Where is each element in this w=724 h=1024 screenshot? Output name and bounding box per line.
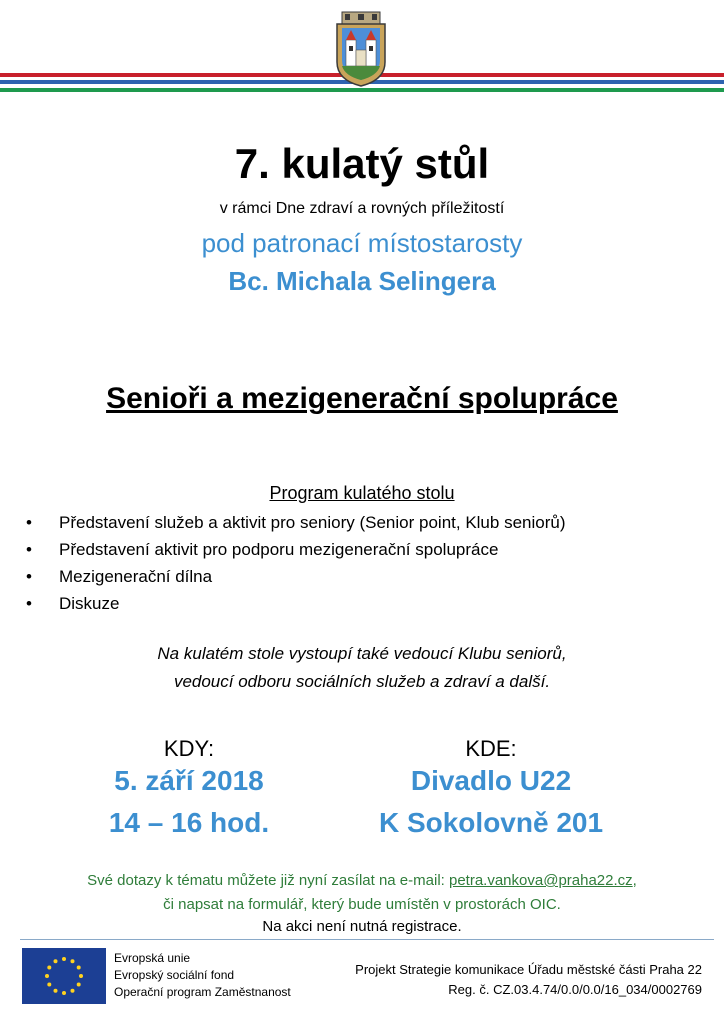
- event-date: 5. září 2018: [114, 765, 264, 796]
- registration-note: Na akci není nutná registrace.: [262, 918, 462, 935]
- event-time: 14 – 16 hod.: [108, 807, 270, 838]
- program-item: • Diskuze: [26, 594, 120, 613]
- stripe-green: [0, 88, 724, 92]
- when-label: KDY:: [163, 736, 215, 761]
- bullet-icon: •: [26, 540, 32, 559]
- speakers-note-line2: vedoucí odboru sociálních služeb a zdraví a další.: [173, 672, 551, 691]
- bullet-icon: •: [26, 513, 32, 532]
- footer-divider: [20, 939, 714, 940]
- program-list: [26, 511, 706, 619]
- patron-name: Bc. Michala Selingera: [228, 266, 496, 296]
- topic-heading: Senioři a mezigenerační spolupráce: [106, 382, 618, 415]
- where-label: KDE:: [465, 736, 517, 761]
- patronage-line: pod patronací místostarosty: [201, 228, 523, 258]
- program-item: • Mezigenerační dílna: [26, 567, 213, 586]
- coat-of-arms-icon: [333, 10, 389, 88]
- event-venue: Divadlo U22: [410, 765, 572, 796]
- bullet-icon: •: [26, 594, 32, 613]
- eu-program-text: Evropská unie Evropský sociální fond Operační program Zaměstnanost: [114, 951, 291, 999]
- project-info: [355, 960, 702, 1000]
- program-item: • Představení aktivit pro podporu mezigenerační spolupráce: [26, 540, 499, 559]
- email-link[interactable]: petra.vankova@praha22.cz: [448, 872, 633, 889]
- eu-flag-icon: [22, 948, 106, 1004]
- page-title: 7. kulatý stůl: [234, 140, 490, 187]
- event-address: K Sokolovně 201: [378, 807, 604, 838]
- bullet-icon: •: [26, 567, 32, 586]
- event-subtitle: v rámci Dne zdraví a rovných příležitostí: [219, 200, 505, 217]
- contact-line2: či napsat na formulář, který bude umístěn v prostorách OIC.: [163, 896, 561, 913]
- contact-line1: Své dotazy k tématu můžete již nyní zasílat na e-mail: petra.vankova@praha22.cz,: [87, 872, 637, 889]
- registration-number: Reg. č. CZ.03.4.74/0.0/0.0/16_034/0002769: [448, 982, 702, 997]
- program-item: • Představení služeb a aktivit pro seniory (Senior point, Klub seniorů): [26, 513, 566, 532]
- speakers-note-line1: Na kulatém stole vystoupí také vedoucí Klubu seniorů,: [157, 644, 567, 663]
- project-name: Projekt Strategie komunikace Úřadu městské části Praha 22: [355, 962, 702, 977]
- program-heading: Program kulatého stolu: [269, 483, 455, 503]
